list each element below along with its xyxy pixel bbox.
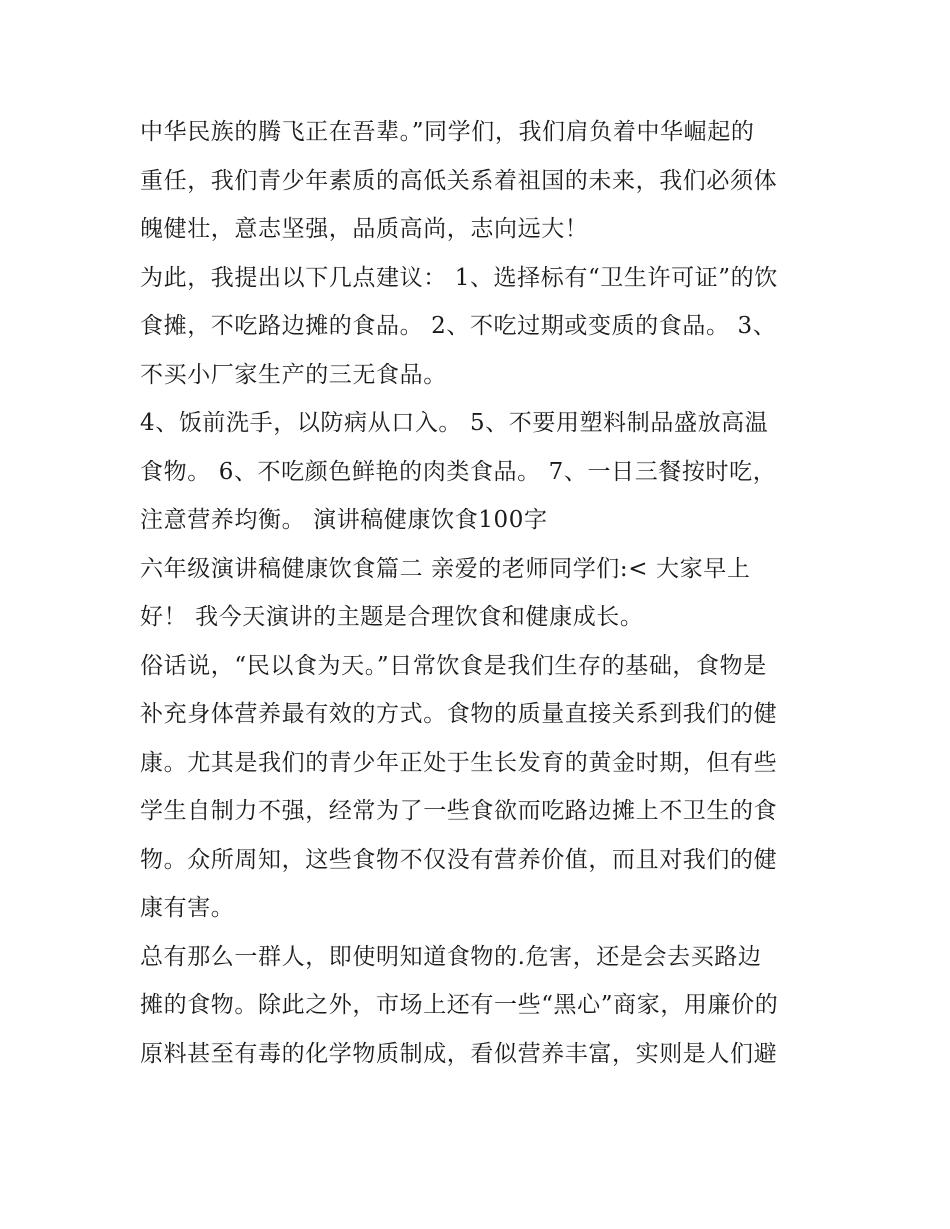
text-line: 俗话说，“民以食为天。”日常饮食是我们生存的基础，食物是 [140,652,767,679]
text-line: 4、饭前洗手，以防病从口入。 5、不要用塑料制品盛放高温 [140,410,769,436]
text-line: 康。尤其是我们的青少年正处于生长发育的黄金时期，但有些 [140,749,778,776]
text-line: 摊的食物。除此之外，市场上还有一些“黑心”商家，用廉价的 [140,992,779,1018]
text-line: 为此，我提出以下几点建议： 1、选择标有“卫生许可证”的饮 [140,264,778,291]
text-line: 食物。 6、不吃颜色鲜艳的肉类食品。 7、一日三餐按时吃， [140,458,777,485]
text-line: 重任，我们青少年素质的高低关系着祖国的未来，我们必须体 [140,167,778,194]
text-line: 食摊，不吃路边摊的食品。 2、不吃过期或变质的食品。 3、 [140,313,777,339]
text-line: 中华民族的腾飞正在吾辈。”同学们，我们肩负着中华崛起的 [140,119,755,145]
text-line: 学生自制力不强，经常为了一些食欲而吃路边摊上不卫生的食 [140,798,778,824]
text-line: 六年级演讲稿健康饮食篇二 亲爱的老师同学们:< 大家早上 [140,555,751,582]
text-line: 总有那么一群人，即使明知道食物的.危害，还是会去买路边 [140,943,762,970]
text-line: 魄健壮，意志坚强，品质高尚，志向远大！ [140,216,589,242]
text-line: 好！ 我今天演讲的主题是合理饮食和健康成长。 [140,604,644,630]
text-line: 注意营养均衡。 演讲稿健康饮食100字 [140,507,548,533]
text-line: 原料甚至有毒的化学物质制成，看似营养丰富，实则是人们避 [140,1040,778,1067]
text-line: 不买小厂家生产的三无食品。 [140,361,447,388]
document-body [140,108,820,1078]
text-line: 补充身体营养最有效的方式。食物的质量直接关系到我们的健 [140,701,778,727]
text-line: 物。众所周知，这些食物不仅没有营养价值，而且对我们的健 [140,846,778,873]
text-line: 康有害。 [140,895,235,921]
